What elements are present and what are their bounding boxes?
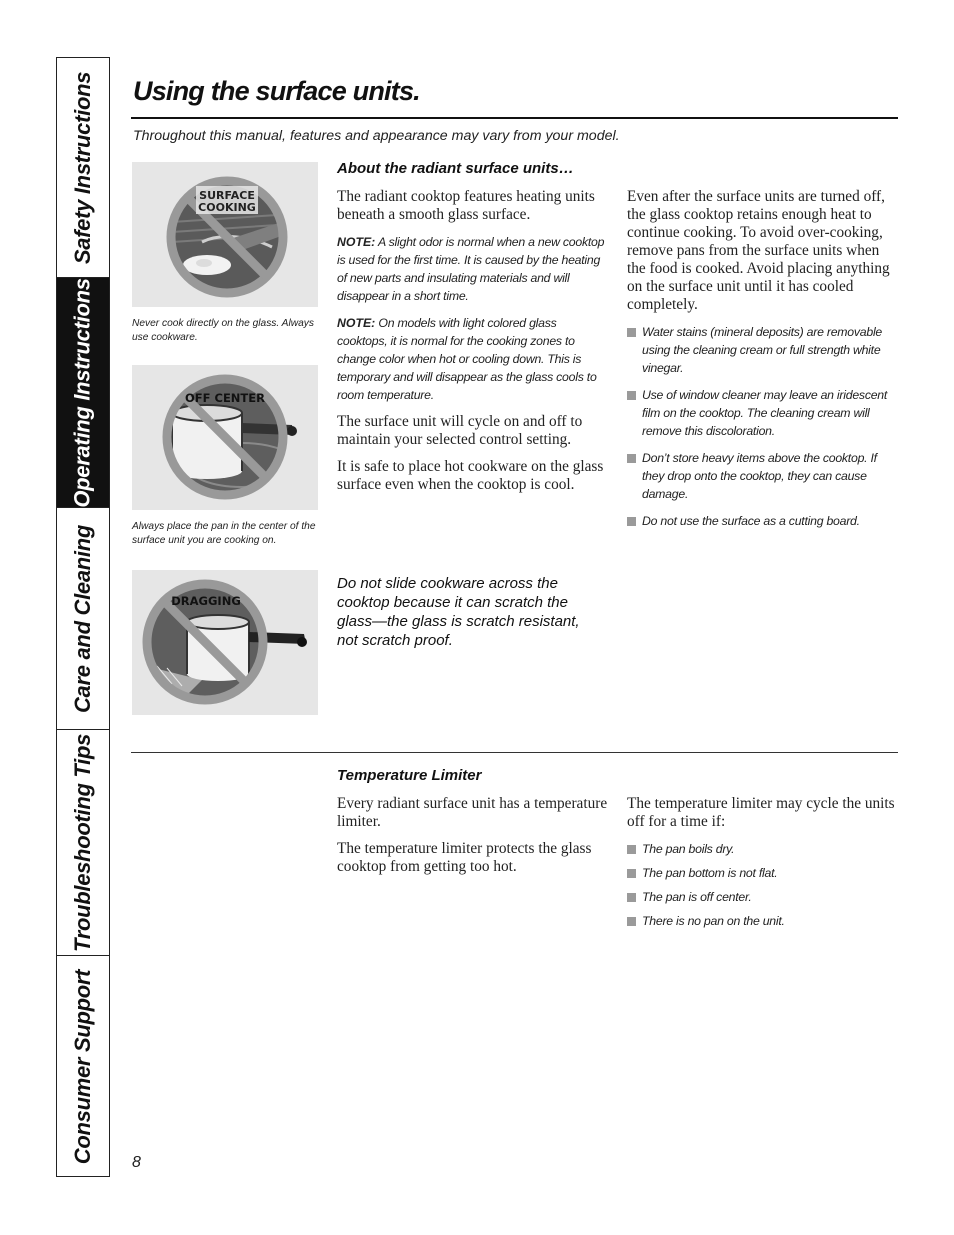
note-label: NOTE: bbox=[337, 316, 376, 330]
temperature-limiter-heading: Temperature Limiter bbox=[337, 767, 482, 784]
tab-consumer-support[interactable] bbox=[57, 956, 109, 1178]
paragraph: It is safe to place hot cookware on the glass surface even when the cooktop is cool. bbox=[337, 458, 604, 493]
list-item: Do not use the surface as a cutting board. bbox=[627, 512, 899, 530]
temperature-column-left bbox=[337, 795, 609, 885]
note bbox=[337, 233, 609, 305]
paragraph: The temperature limiter may cycle the units off for a time if: bbox=[627, 795, 895, 830]
no-slide-warning: Do not slide cookware across the cooktop because it can scratch the glass—the glass is scratch resistant, not scratch proof. bbox=[337, 575, 580, 649]
tab-care-and-cleaning[interactable] bbox=[57, 508, 109, 730]
tab-label: Consumer Support bbox=[70, 969, 95, 1165]
temperature-column-right bbox=[627, 795, 899, 936]
about-column-right bbox=[627, 188, 899, 539]
list-item: The pan bottom is not flat. bbox=[627, 864, 899, 882]
tab-troubleshooting-tips[interactable] bbox=[57, 730, 109, 956]
dragging-label: DRAGGING bbox=[171, 594, 241, 608]
list-item: Use of window cleaner may leave an iridescent film on the cooktop. The cleaning cream will remove this discoloration. bbox=[627, 386, 899, 440]
cooking-label: COOKING bbox=[198, 201, 256, 214]
paragraph: The temperature limiter protects the glass cooktop from getting too hot. bbox=[337, 840, 592, 875]
list-item: Don’t store heavy items above the cooktop. If they drop onto the cooktop, they can cause damage. bbox=[627, 449, 899, 503]
page-subtitle: Throughout this manual, features and appearance may vary from your model. bbox=[133, 128, 620, 144]
page-title: Using the surface units. bbox=[133, 76, 420, 106]
tab-label: Troubleshooting Tips bbox=[70, 733, 96, 952]
tab-label: Safety Instructions bbox=[70, 71, 95, 264]
surface-cooking-illustration bbox=[132, 162, 318, 307]
tab-operating-instructions[interactable] bbox=[57, 278, 109, 508]
list-item: The pan boils dry. bbox=[627, 840, 899, 858]
no-surface-cooking-icon bbox=[132, 162, 318, 307]
tab-label: Care and Cleaning bbox=[70, 524, 95, 713]
no-off-center-pan-icon bbox=[132, 365, 318, 510]
list-item: The pan is off center. bbox=[627, 888, 899, 906]
section-tabs bbox=[56, 57, 110, 1177]
tab-safety-instructions[interactable] bbox=[57, 58, 109, 278]
list-item: Water stains (mineral deposits) are removable using the cleaning cream or full strength white vinegar. bbox=[627, 323, 899, 377]
paragraph: The radiant cooktop features heating units beneath a smooth glass surface. bbox=[337, 188, 595, 223]
about-column-left bbox=[337, 188, 609, 503]
list-item: There is no pan on the unit. bbox=[627, 912, 899, 930]
about-radiant-units-heading: About the radiant surface units… bbox=[337, 160, 574, 177]
off-center-caption: Always place the pan in the center of the surface unit you are cooking on. bbox=[132, 521, 316, 546]
note bbox=[337, 314, 609, 404]
surface-cooking-caption: Never cook directly on the glass. Always use cookware. bbox=[132, 318, 314, 343]
page-number: 8 bbox=[132, 1154, 141, 1171]
off-center-illustration bbox=[132, 365, 318, 510]
off-center-label: OFF CENTER bbox=[185, 391, 265, 405]
no-dragging-icon bbox=[132, 570, 318, 715]
tab-label: Operating Instructions bbox=[70, 277, 95, 508]
title-divider bbox=[131, 117, 898, 119]
note-label: NOTE: bbox=[337, 235, 376, 249]
note-text: A slight odor is normal when a new cooktop is used for the first time. It is caused by the heating of new parts and insulating materials and will disappear in a short time. bbox=[337, 235, 605, 303]
paragraph: Even after the surface units are turned off, the glass cooktop retains enough heat to continue cooking. To avoid over-cooking, remove pans from the surface units when the food is cooked. Avoid placing anything on the surface unit until it has cooled completely. bbox=[627, 188, 890, 313]
paragraph: Every radiant surface unit has a temperature limiter. bbox=[337, 795, 608, 830]
paragraph: The surface unit will cycle on and off to maintain your selected control setting. bbox=[337, 413, 583, 448]
section-divider bbox=[131, 752, 898, 753]
dragging-illustration bbox=[132, 570, 318, 715]
surface-label: SURFACE bbox=[199, 189, 255, 202]
note-text: On models with light colored glass cooktops, it is normal for the cooking zones to change color when hot or cooling down. This is temporary and will disappear as the glass cools to room temperature. bbox=[337, 316, 597, 402]
